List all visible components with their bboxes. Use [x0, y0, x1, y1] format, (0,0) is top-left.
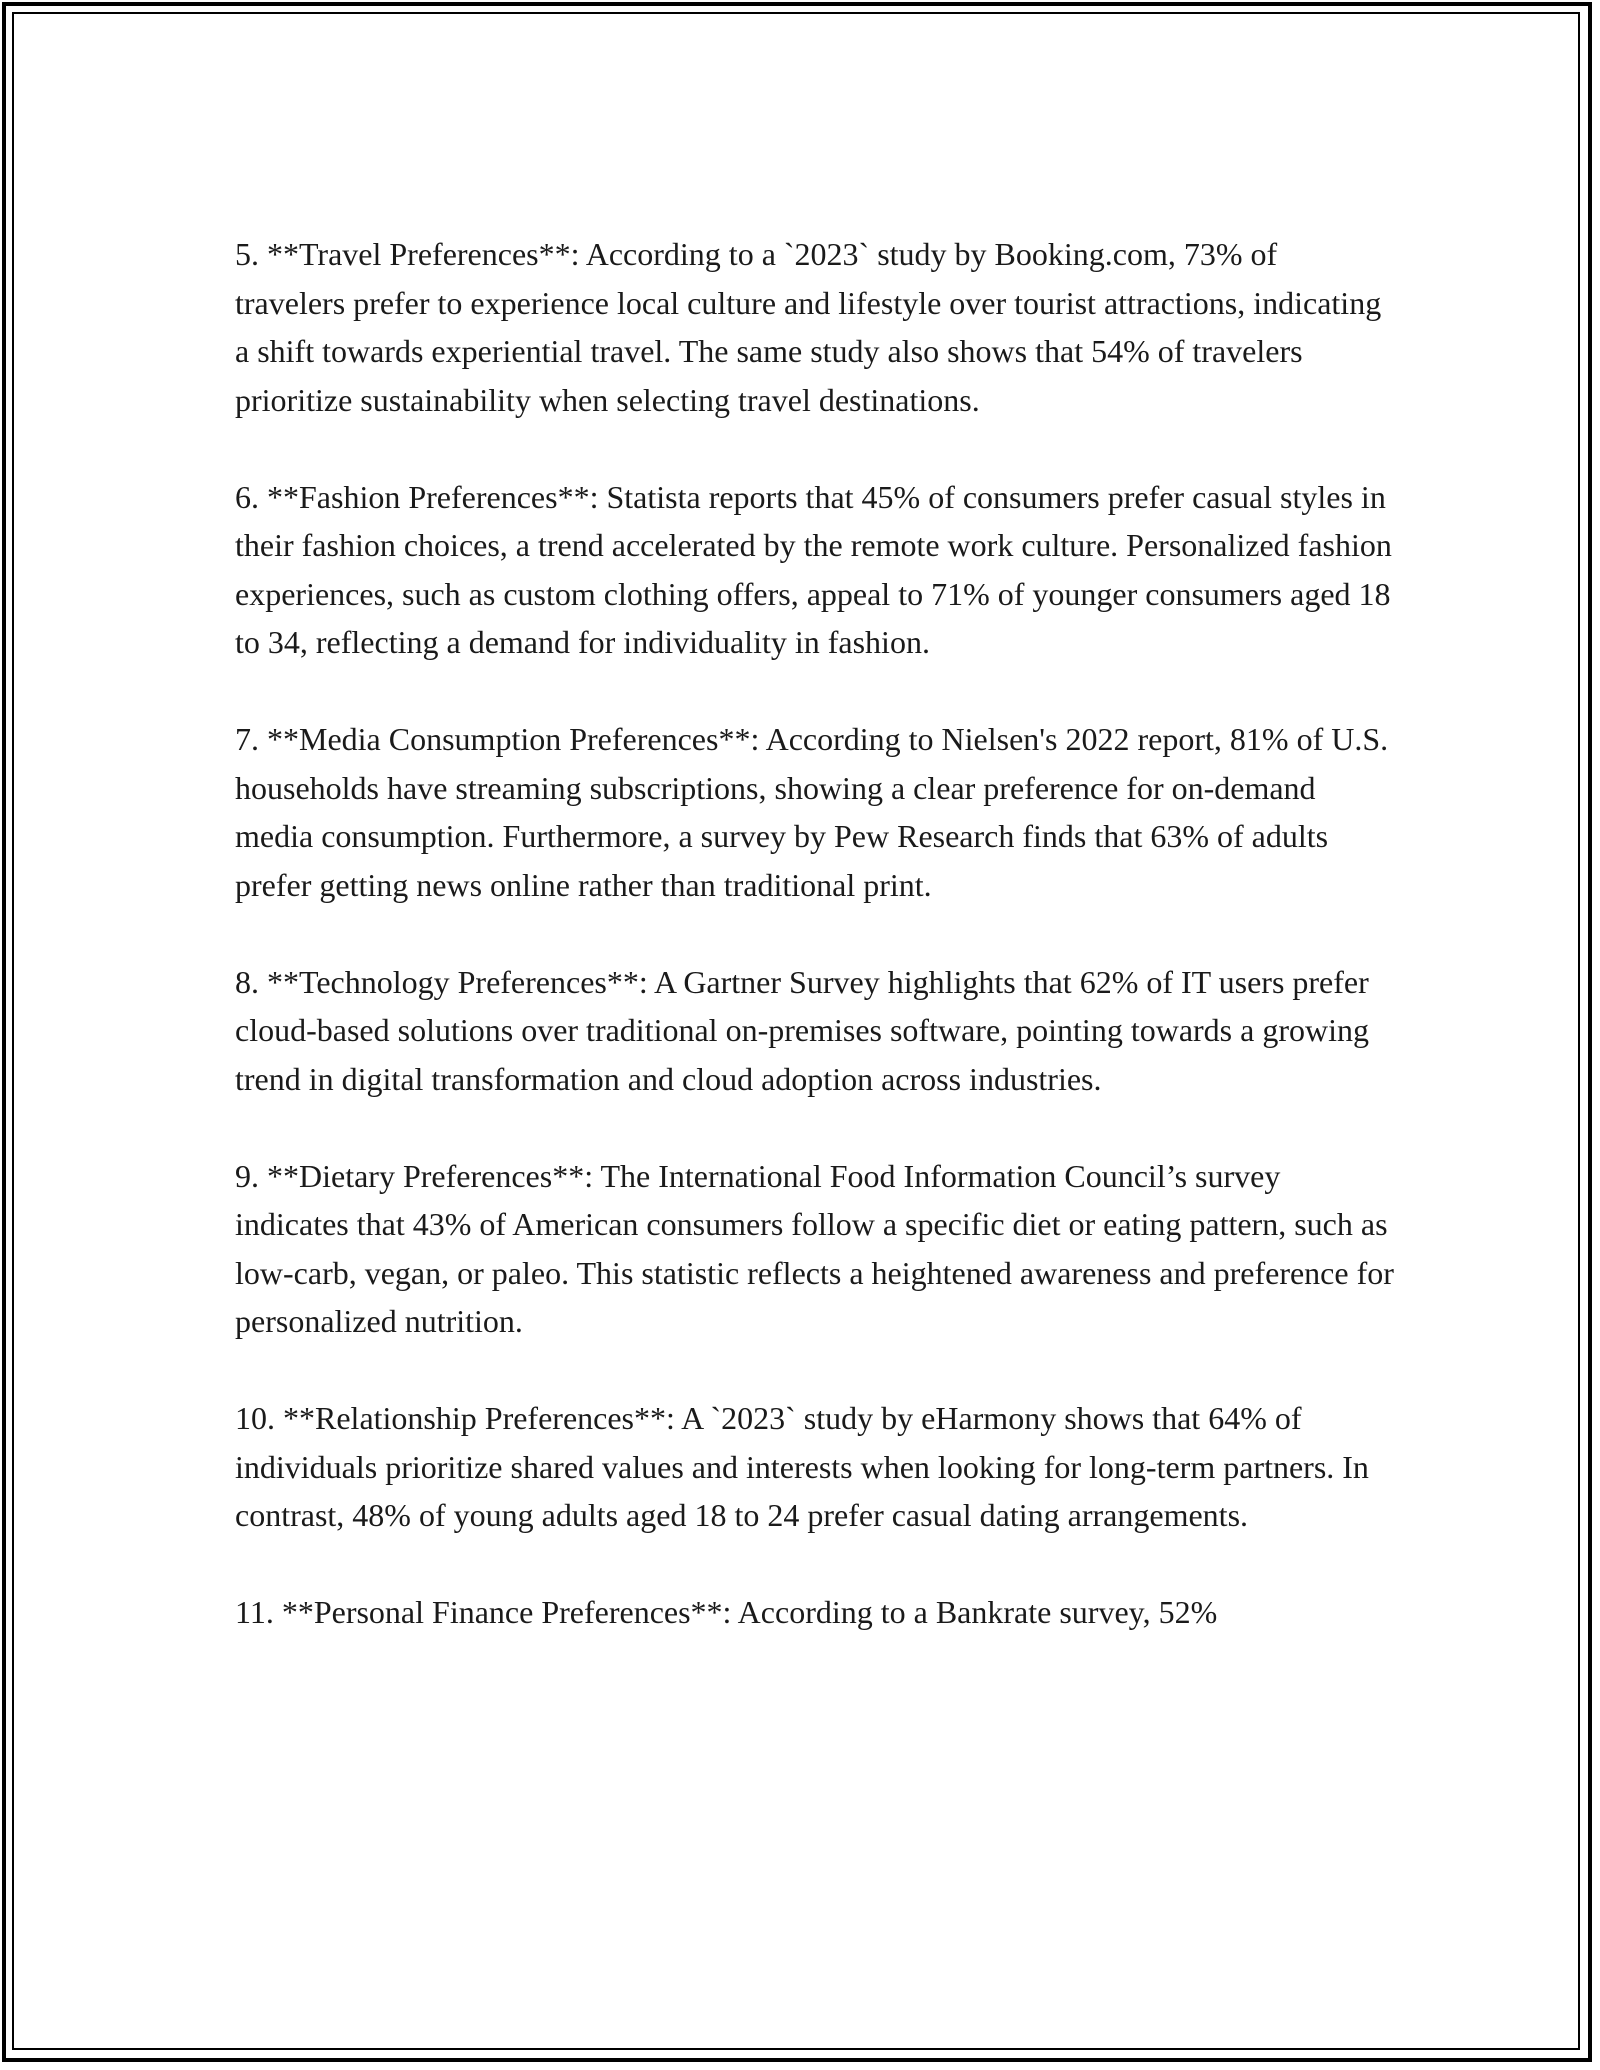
- document-body: [235, 230, 1395, 1637]
- paragraph-fashion-preferences: 6. **Fashion Preferences**: Statista reports that 45% of consumers prefer casual styles in their fashion choices, a trend accelerated by the remote work culture. Personalized fashion experiences, such as custom clothing offers, appeal to 71% of younger consumers aged 18 to 34, reflecting a demand for individuality in fashion.: [235, 478, 1392, 660]
- paragraph-technology-preferences: 8. **Technology Preferences**: A Gartner Survey highlights that 62% of IT users prefer cloud-based solutions over traditional on-premises software, pointing towards a growing trend in digital transformation and cloud adoption across industries.: [235, 963, 1369, 1097]
- paragraph-media-consumption-preferences: 7. **Media Consumption Preferences**: According to Nielsen's 2022 report, 81% of U.S. households have streaming subscriptions, showing a clear preference for on-demand media consumption. Furthermore, a survey by Pew Research finds that 63% of adults prefer getting news online rather than traditional print.: [235, 721, 1389, 903]
- paragraph-travel-preferences: 5. **Travel Preferences**: According to a `2023` study by Booking.com, 73% of travelers prefer to experience local culture and lifestyle over tourist attractions, indicating a shift towards experiential travel. The same study also shows that 54% of travelers prioritize sustainability when selecting travel destinations.: [235, 236, 1382, 418]
- paragraph-personal-finance-preferences: 11. **Personal Finance Preferences**: According to a Bankrate survey, 52%: [235, 1594, 1218, 1630]
- paragraph-relationship-preferences: 10. **Relationship Preferences**: A `2023` study by eHarmony shows that 64% of individuals prioritize shared values and interests when looking for long-term partners. In contrast, 48% of young adults aged 18 to 24 prefer casual dating arrangements.: [235, 1400, 1369, 1533]
- paragraph-dietary-preferences: 9. **Dietary Preferences**: The International Food Information Council’s survey indicates that 43% of American consumers follow a specific diet or eating pattern, such as low-carb, vegan, or paleo. This statistic reflects a heightened awareness and preference for personalized nutrition.: [235, 1157, 1394, 1339]
